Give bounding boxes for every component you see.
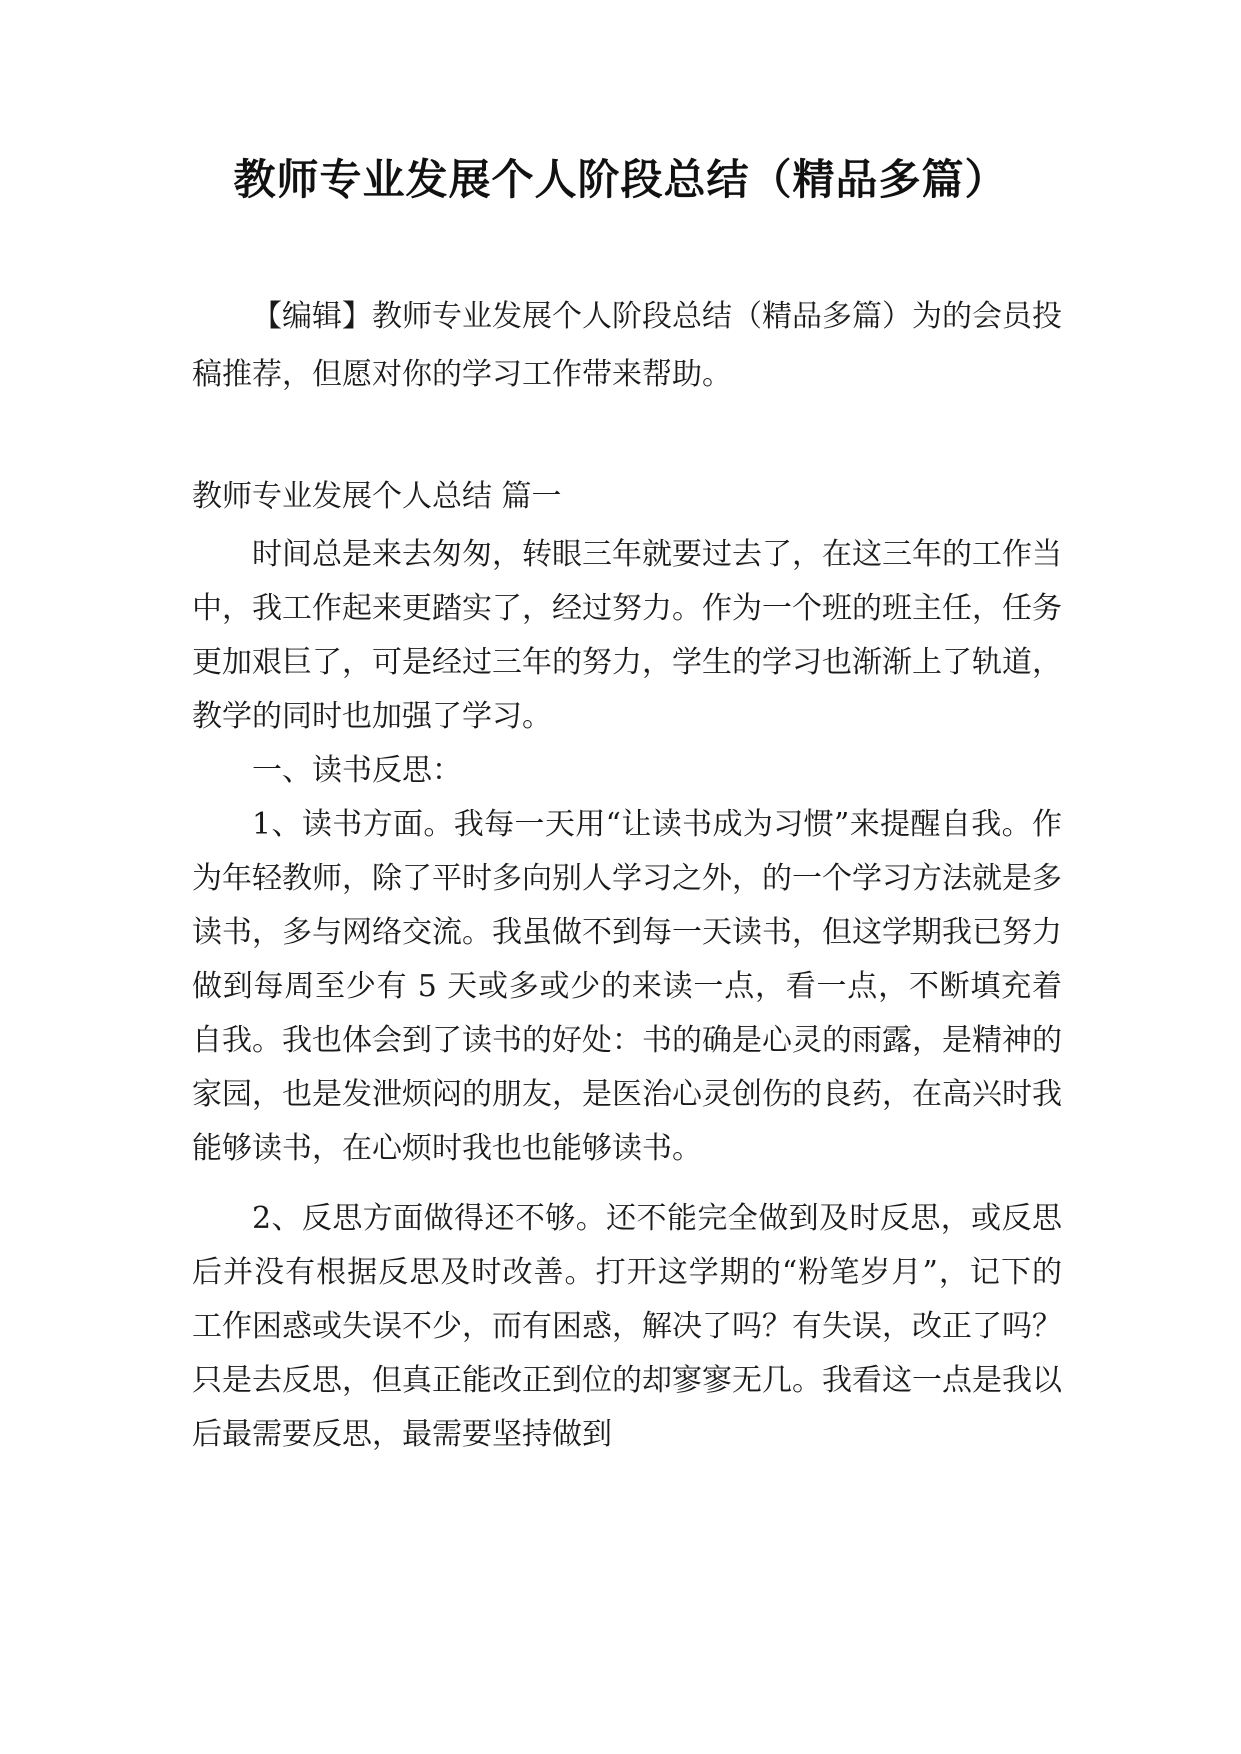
paragraph-reading: 1、读书方面。我每一天用“让读书成为习惯”来提醒自我。作为年轻教师，除了平时多向别人学习之外，的一个学习方法就是多读书，多与网络交流。我虽做不到每一天读书，但这学期我已努力做到每周至少有 5 天或多或少的来读一点，看一点，不断填充着自我。我也体会到了读书的好处：书的确是心灵的雨露，是精神的家园，也是发泄烦闷的朋友，是医治心灵创伤的良药，在高兴时我能够读书，在心烦时我也也能够读书。	[192, 807, 1062, 1166]
section-body	[192, 528, 1062, 1462]
section-heading: 教师专业发展个人总结 篇一	[192, 479, 562, 514]
document-title: 教师专业发展个人阶段总结（精品多篇）	[233, 155, 1008, 204]
paragraph-intro: 时间总是来去匆匆，转眼三年就要过去了，在这三年的工作当中，我工作起来更踏实了，经过努力。作为一个班的班主任，任务更加艰巨了，可是经过三年的努力，学生的学习也渐渐上了轨道，教学的同时也加强了学习。	[192, 537, 1062, 734]
editor-note: 【编辑】教师专业发展个人阶段总结（精品多篇）为的会员投稿推荐，但愿对你的学习工作带来帮助。	[192, 299, 1062, 392]
paragraph-reflection: 2、反思方面做得还不够。还不能完全做到及时反思，或反思后并没有根据反思及时改善。打开这学期的“粉笔岁月”，记下的工作困惑或失误不少，而有困惑，解决了吗？有失误，改正了吗？只是去反思，但真正能改正到位的却寥寥无几。我看这一点是我以后最需要反思，最需要坚持做到	[192, 1201, 1062, 1452]
paragraph-subheading: 一、读书反思：	[252, 753, 462, 788]
